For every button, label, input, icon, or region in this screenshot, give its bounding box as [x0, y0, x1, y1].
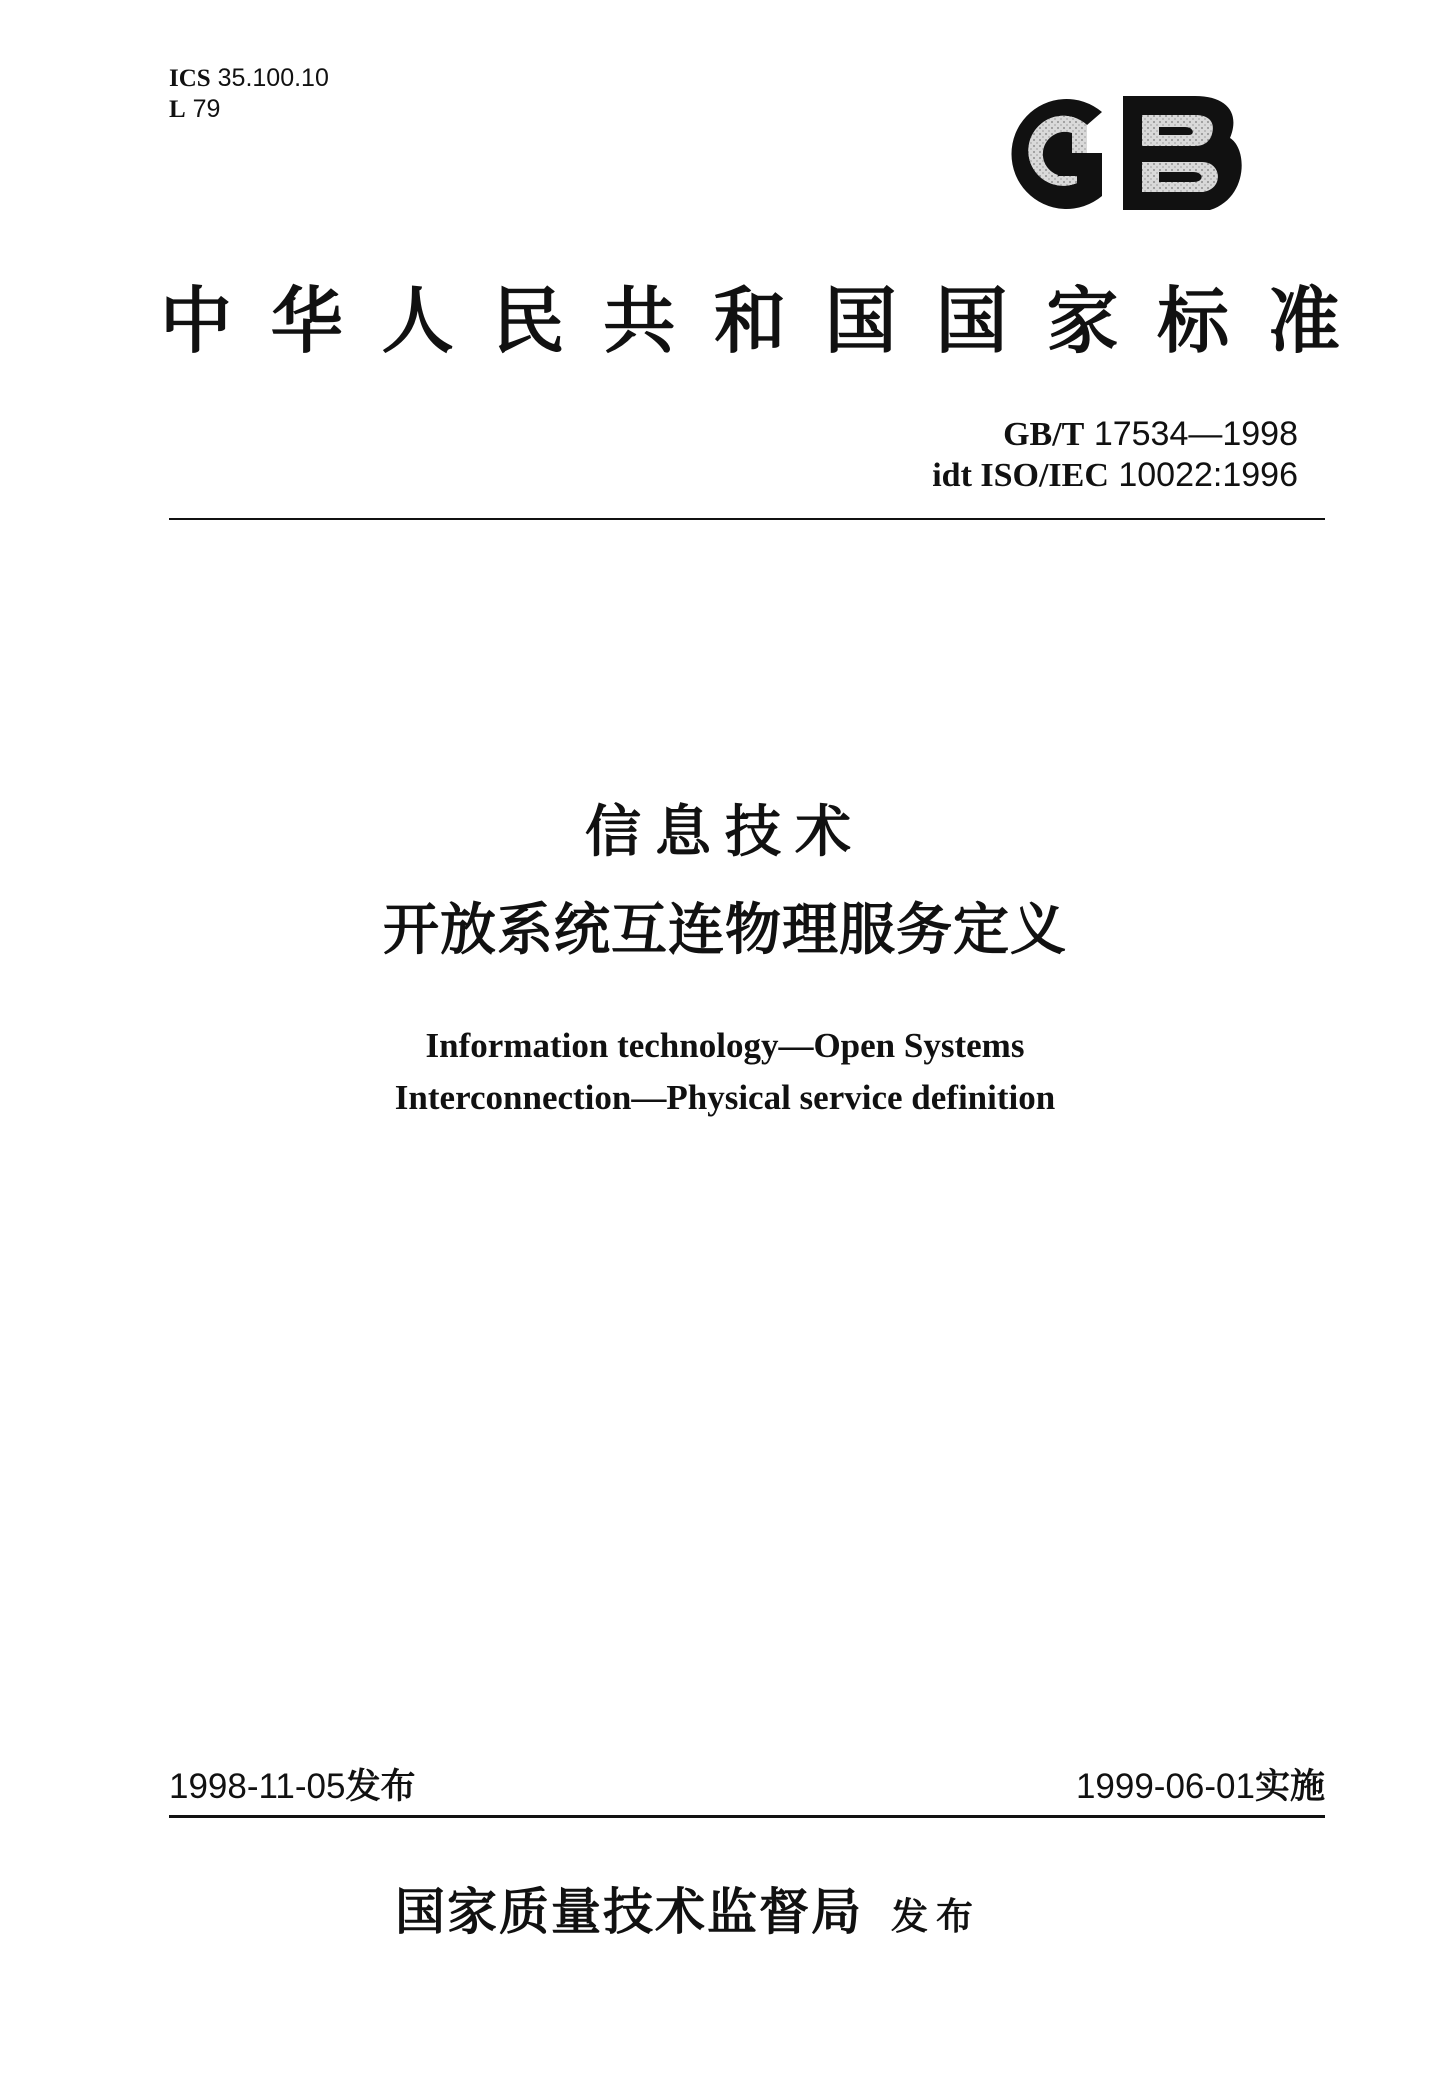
national-title-char: 和 — [713, 282, 786, 362]
national-title-char: 标 — [1157, 282, 1230, 362]
ics-value: 35.100.10 — [217, 64, 329, 92]
national-title-char: 国 — [824, 282, 897, 362]
national-title-char: 人 — [381, 282, 454, 362]
classification-codes — [169, 63, 329, 125]
chinese-title-line-2: 开放系统互连物理服务定义 — [383, 898, 1067, 961]
national-title-char: 家 — [1046, 282, 1119, 362]
release-date-block — [169, 1765, 415, 1809]
idt-number: 10022:1996 — [1118, 456, 1298, 494]
national-title-char: 共 — [603, 282, 676, 362]
idt-prefix: idt ISO/IEC — [932, 457, 1109, 494]
national-title-char: 民 — [492, 282, 565, 362]
effective-label: 实施 — [1254, 1767, 1325, 1806]
gb-logo-b — [1123, 96, 1242, 210]
l-value: 79 — [192, 95, 221, 123]
ics-code-line — [169, 63, 329, 94]
national-title-char: 准 — [1267, 282, 1340, 362]
release-label: 发布 — [345, 1767, 416, 1806]
effective-date: 1999-06-01 — [1075, 1767, 1255, 1806]
national-title-char: 中 — [160, 282, 233, 362]
gb-logo — [990, 84, 1248, 224]
national-title-char: 华 — [270, 282, 343, 362]
national-standard-title — [160, 282, 1340, 362]
chinese-title-line-1: 信息技术 — [585, 800, 865, 863]
standard-number-block — [932, 414, 1298, 496]
gb-number: 17534—1998 — [1093, 415, 1298, 453]
idt-standard-number — [932, 455, 1298, 496]
l-label: L — [169, 96, 186, 123]
national-title-char: 国 — [935, 282, 1008, 362]
effective-date-block — [1076, 1765, 1325, 1809]
ics-label: ICS — [169, 65, 211, 92]
gb-prefix: GB/T — [1003, 416, 1085, 453]
l-code-line — [169, 94, 329, 125]
publication-dates — [169, 1765, 1325, 1809]
top-divider — [169, 518, 1325, 520]
gb-logo-g — [1011, 99, 1102, 209]
bottom-divider — [169, 1815, 1325, 1818]
english-title-line-1: Information technology—Open Systems — [425, 1026, 1025, 1065]
publisher-action: 发布 — [891, 1897, 981, 1938]
release-date: 1998-11-05 — [169, 1767, 346, 1806]
publisher-name: 国家质量技术监督局 — [395, 1884, 863, 1940]
english-title-line-2: Interconnection—Physical service definition — [394, 1078, 1056, 1117]
publisher-block — [395, 1882, 981, 1948]
gb-standard-number — [932, 414, 1298, 455]
